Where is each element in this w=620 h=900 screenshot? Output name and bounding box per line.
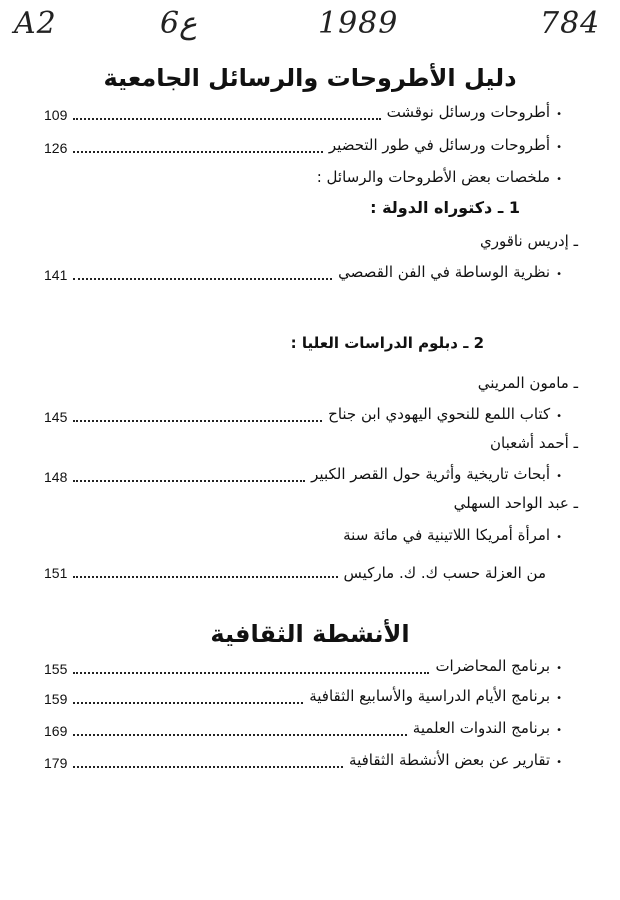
entry-text: •أطروحات ورسائل نوقشت [386,103,562,121]
page-number: 159 [44,691,68,707]
bullet-icon: • [556,269,562,280]
handwritten-code: A2 [14,6,57,41]
leader-dots [73,575,337,578]
page-number: 151 [44,565,68,581]
toc-entry[interactable] [44,404,562,426]
bullet-icon: • [556,693,562,704]
page-number: 141 [44,267,68,283]
toc-entry[interactable] [44,560,546,582]
doctorate-heading: 1 ـ دكتوراه الدولة : [370,198,520,217]
section-title-cultural: الأنشطة الثقافية [210,620,410,648]
leader-dots [73,419,322,422]
entry-text: •برنامج المحاضرات [435,657,562,675]
diploma-author: ـ عبد الواحد السهلي [453,494,578,512]
entry-text-line1: •امرأة أمريكا اللاتينية في مائة سنة [343,526,562,544]
leader-dots [73,733,406,736]
entry-text: •برنامج الندوات العلمية [412,719,562,737]
bullet-icon: • [556,725,562,736]
leader-dots [73,479,305,482]
toc-entry[interactable] [44,686,562,708]
entry-text: •برنامج الأيام الدراسية والأسابيع الثقافية [309,687,562,705]
toc-entry[interactable] [44,102,562,124]
bullet-icon: • [556,757,562,768]
diploma-heading: 2 ـ دبلوم الدراسات العليا : [290,334,484,352]
bullet-icon: • [556,663,562,674]
section-title-theses: دليل الأطروحات والرسائل الجامعية [103,64,517,92]
page-number: 109 [44,107,68,123]
leader-dots [73,701,303,704]
entry-text: •تقارير عن بعض الأنشطة الثقافية [349,751,562,769]
bullet-icon: • [556,142,562,153]
doctorate-author: ـ إدريس ناقوري [480,232,578,250]
bullet-icon: • [556,411,562,422]
toc-entry[interactable] [44,656,562,678]
handwritten-year: 1989 [318,6,399,41]
toc-entry[interactable] [44,464,562,486]
leader-dots [73,277,332,280]
leader-dots [73,150,323,153]
toc-entry[interactable] [44,750,562,772]
toc-entry[interactable] [44,135,562,157]
bullet-icon: • [556,174,562,185]
bullet-icon: • [556,109,562,120]
entry-text: •كتاب اللمع للنحوي اليهودي ابن جناح [328,405,562,423]
leader-dots [73,117,380,120]
entry-text: •أبحاث تاريخية وأثرية حول القصر الكبير [311,465,562,483]
handwritten-issue: 6ع [160,6,197,41]
leader-dots [73,765,343,768]
summaries-label: •ملخصات بعض الأطروحات والرسائل : [316,168,562,186]
entry-text: •نظرية الوساطة في الفن القصصي [338,263,562,281]
toc-entry[interactable] [44,718,562,740]
handwritten-number: 784 [540,6,601,41]
page-number: 169 [44,723,68,739]
diploma-author: ـ أحمد أشعبان [489,434,578,452]
page-number: 148 [44,469,68,485]
page-number: 155 [44,661,68,677]
bullet-icon: • [556,471,562,482]
diploma-author: ـ مامون المريني [477,374,578,392]
toc-entry[interactable] [44,262,562,284]
page-number: 126 [44,140,68,156]
bullet-icon: • [556,532,562,543]
entry-text: •أطروحات ورسائل في طور التحضير [328,136,562,154]
page-number: 179 [44,755,68,771]
entry-text-line2: من العزلة حسب ك. ك. ماركيس [343,564,546,582]
page-number: 145 [44,409,68,425]
leader-dots [73,671,429,674]
